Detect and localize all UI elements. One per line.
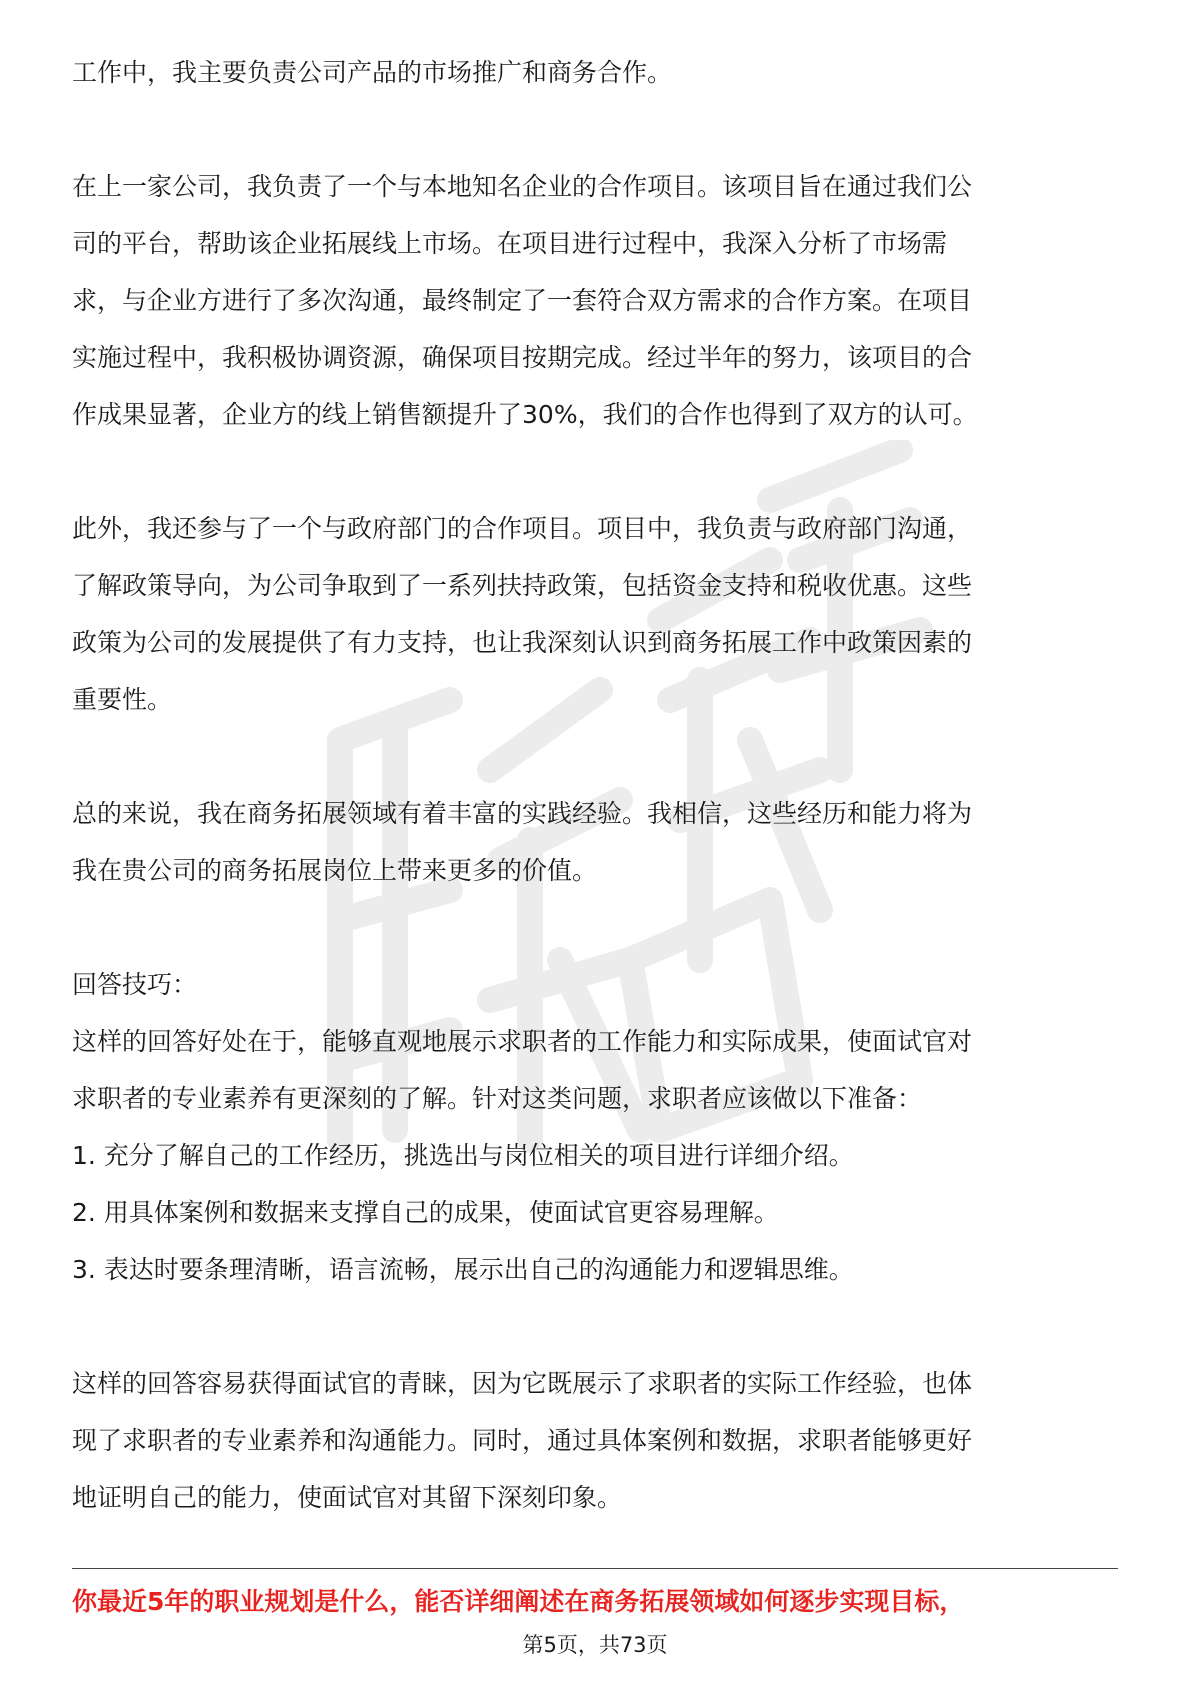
- paragraph-line: 这样的回答容易获得面试官的青睐，因为它既展示了求职者的实际工作经验，也体: [72, 1369, 973, 1398]
- section-divider: [72, 1568, 1118, 1569]
- paragraph-line: 此外，我还参与了一个与政府部门的合作项目。项目中，我负责与政府部门沟通，: [72, 514, 973, 543]
- paragraph-line: 工作中，我主要负责公司产品的市场推广和商务合作。: [72, 58, 673, 87]
- paragraph-line: 地证明自己的能力，使面试官对其留下深刻印象。: [72, 1483, 623, 1512]
- paragraph-line: 这样的回答好处在于，能够直观地展示求职者的工作能力和实际成果，使面试官对: [72, 1027, 973, 1056]
- paragraph-line: 实施过程中，我积极协调资源，确保项目按期完成。经过半年的努力，该项目的合: [72, 343, 973, 372]
- paragraph-line: 总的来说，我在商务拓展领域有着丰富的实践经验。我相信，这些经历和能力将为: [72, 799, 973, 828]
- next-question-heading: 你最近5年的职业规划是什么，能否详细阐述在商务拓展领域如何逐步实现目标，: [72, 1587, 965, 1616]
- tips-heading: 回答技巧：: [72, 970, 198, 999]
- paragraph-line: 我在贵公司的商务拓展岗位上带来更多的价值。: [72, 856, 598, 885]
- list-item: 2. 用具体案例和数据来支撑自己的成果，使面试官更容易理解。: [72, 1198, 779, 1227]
- paragraph-line: 求，与企业方进行了多次沟通，最终制定了一套符合双方需求的合作方案。在项目: [72, 286, 973, 315]
- paragraph-line: 政策为公司的发展提供了有力支持，也让我深刻认识到商务拓展工作中政策因素的: [72, 628, 973, 657]
- paragraph-line: 求职者的专业素养有更深刻的了解。针对这类问题，求职者应该做以下准备：: [72, 1084, 923, 1113]
- list-item: 3. 表达时要条理清晰，语言流畅，展示出自己的沟通能力和逻辑思维。: [72, 1255, 854, 1284]
- paragraph-line: 作成果显著，企业方的线上销售额提升了30%，我们的合作也得到了双方的认可。: [72, 400, 978, 429]
- paragraph-line: 了解政策导向，为公司争取到了一系列扶持政策，包括资金支持和税收优惠。这些: [72, 571, 973, 600]
- page-number: 第5页，共73页: [522, 1633, 668, 1657]
- paragraph-line: 在上一家公司，我负责了一个与本地知名企业的合作项目。该项目旨在通过我们公: [72, 172, 973, 201]
- list-item: 1. 充分了解自己的工作经历，挑选出与岗位相关的项目进行详细介绍。: [72, 1141, 854, 1170]
- paragraph-line: 重要性。: [72, 685, 173, 714]
- body-text: [72, 44, 1118, 1526]
- paragraph-line: 司的平台，帮助该企业拓展线上市场。在项目进行过程中，我深入分析了市场需: [72, 229, 948, 258]
- paragraph-line: 现了求职者的专业素养和沟通能力。同时，通过具体案例和数据，求职者能够更好: [72, 1426, 973, 1455]
